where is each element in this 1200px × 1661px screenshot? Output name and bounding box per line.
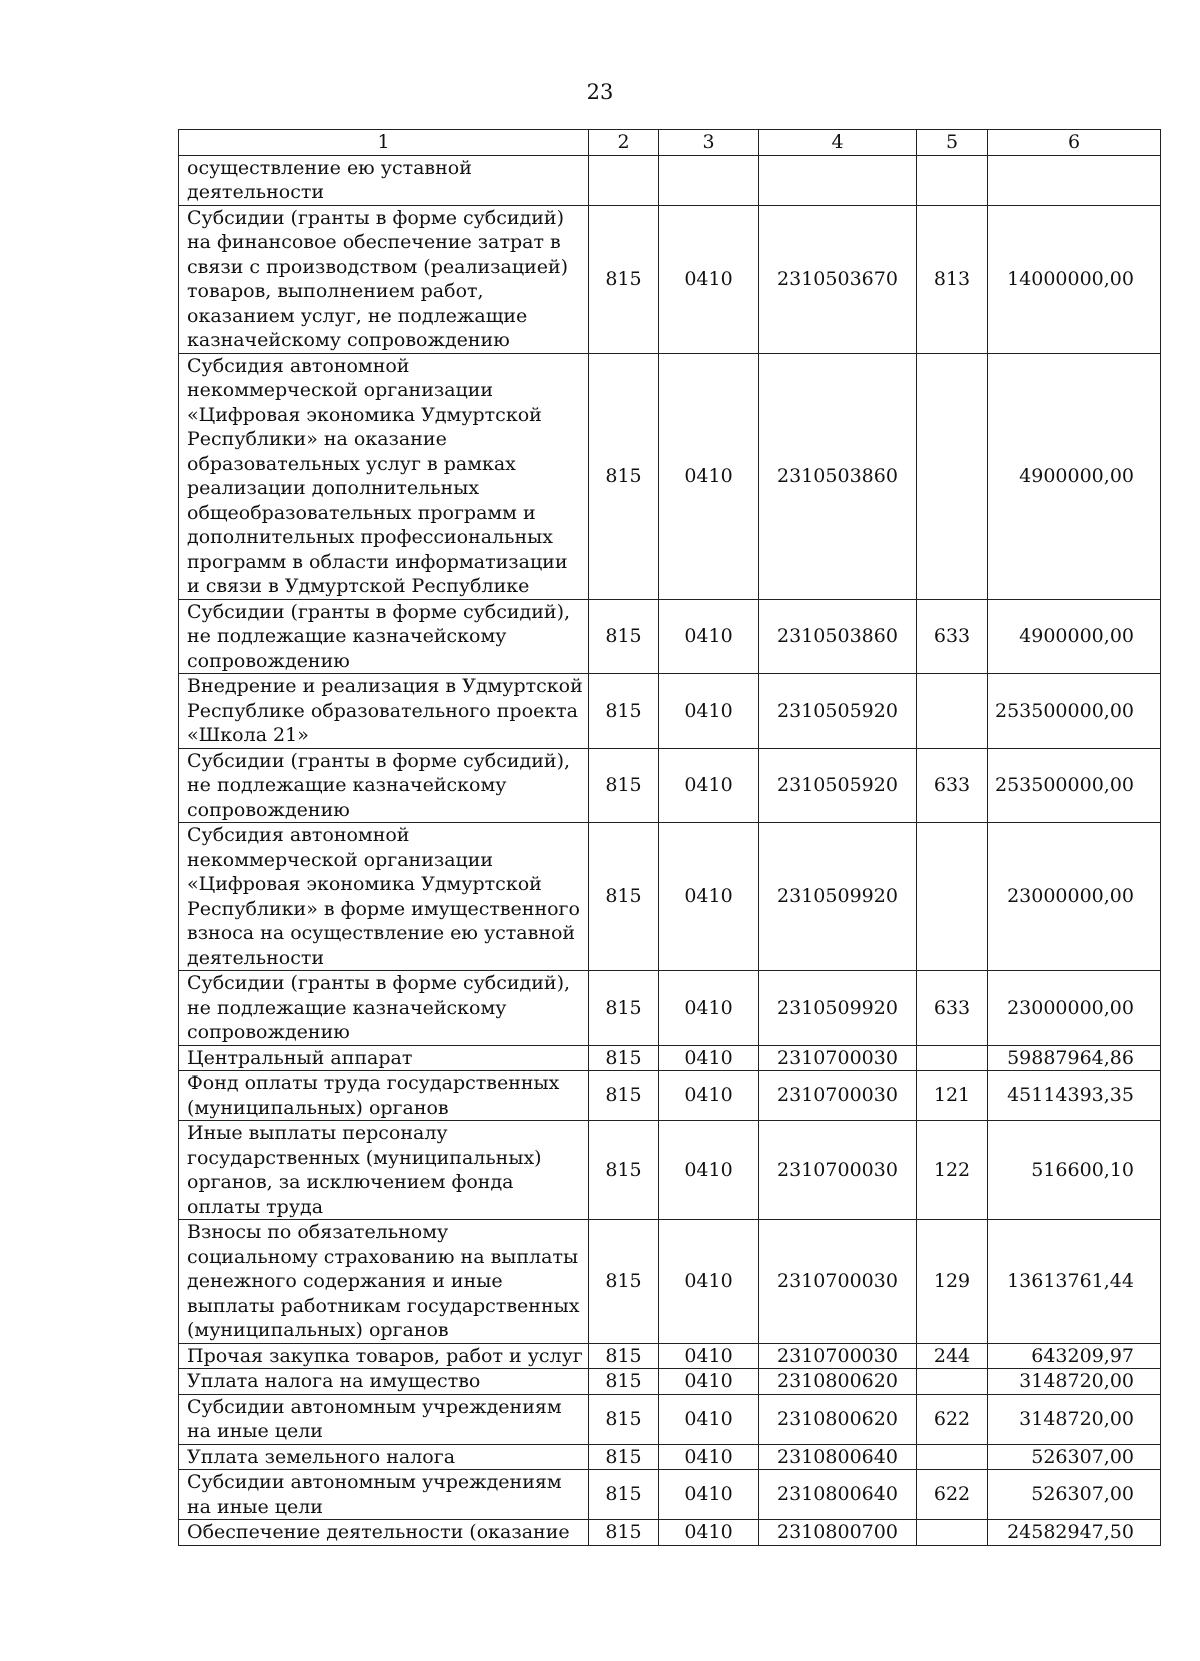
section-code: 0410 (659, 823, 759, 971)
expense-type-code: 622 (917, 1394, 988, 1444)
ministry-code: 815 (589, 353, 659, 599)
target-article-code: 2310503670 (759, 205, 917, 353)
ministry-code (589, 155, 659, 205)
amount: 14000000,00 (988, 205, 1161, 353)
target-article-code: 2310509920 (759, 823, 917, 971)
row-description: осуществление ею уставной деятельности (179, 155, 589, 205)
expense-type-code (917, 1520, 988, 1546)
expense-type-code (917, 155, 988, 205)
amount: 253500000,00 (988, 748, 1161, 823)
target-article-code (759, 155, 917, 205)
amount: 23000000,00 (988, 971, 1161, 1046)
expense-type-code: 121 (917, 1071, 988, 1121)
section-code: 0410 (659, 748, 759, 823)
ministry-code: 815 (589, 748, 659, 823)
section-code: 0410 (659, 1220, 759, 1344)
amount: 24582947,50 (988, 1520, 1161, 1546)
expense-type-code: 129 (917, 1220, 988, 1344)
section-code: 0410 (659, 1394, 759, 1444)
row-description: Уплата налога на имущество (179, 1369, 589, 1395)
row-description: Субсидии (гранты в форме субсидий), не подлежащие казначейскому сопровождению (179, 971, 589, 1046)
target-article-code: 2310700030 (759, 1220, 917, 1344)
ministry-code: 815 (589, 971, 659, 1046)
table-row (179, 823, 1161, 971)
expense-type-code (917, 1444, 988, 1470)
amount: 59887964,86 (988, 1045, 1161, 1071)
expense-type-code (917, 1045, 988, 1071)
section-code: 0410 (659, 1444, 759, 1470)
expense-type-code (917, 823, 988, 971)
row-description: Взносы по обязательному социальному страхованию на выплаты денежного содержания и иные выплаты работникам государственных (муниципальных) органов (179, 1220, 589, 1344)
section-code: 0410 (659, 1071, 759, 1121)
table-header-row (179, 130, 1161, 156)
section-code: 0410 (659, 1520, 759, 1546)
ministry-code: 815 (589, 1520, 659, 1546)
section-code: 0410 (659, 353, 759, 599)
row-description: Субсидии (гранты в форме субсидий), не подлежащие казначейскому сопровождению (179, 599, 589, 674)
amount (988, 155, 1161, 205)
expense-type-code: 633 (917, 971, 988, 1046)
ministry-code: 815 (589, 205, 659, 353)
ministry-code: 815 (589, 1220, 659, 1344)
table-row (179, 205, 1161, 353)
target-article-code: 2310700030 (759, 1343, 917, 1369)
expense-type-code (917, 353, 988, 599)
table-row (179, 353, 1161, 599)
ministry-code: 815 (589, 1121, 659, 1220)
row-description: Центральный аппарат (179, 1045, 589, 1071)
row-description: Фонд оплаты труда государственных (муниципальных) органов (179, 1071, 589, 1121)
section-code: 0410 (659, 971, 759, 1046)
table-row (179, 1343, 1161, 1369)
amount: 45114393,35 (988, 1071, 1161, 1121)
section-code: 0410 (659, 1470, 759, 1520)
section-code: 0410 (659, 599, 759, 674)
table-row (179, 971, 1161, 1046)
column-header: 2 (589, 130, 659, 156)
budget-table (178, 129, 1161, 1546)
amount: 4900000,00 (988, 599, 1161, 674)
row-description: Прочая закупка товаров, работ и услуг (179, 1343, 589, 1369)
amount: 526307,00 (988, 1444, 1161, 1470)
amount: 3148720,00 (988, 1369, 1161, 1395)
amount: 4900000,00 (988, 353, 1161, 599)
table-row (179, 748, 1161, 823)
table-row (179, 599, 1161, 674)
section-code: 0410 (659, 674, 759, 749)
amount: 516600,10 (988, 1121, 1161, 1220)
table-row (179, 674, 1161, 749)
target-article-code: 2310800620 (759, 1369, 917, 1395)
row-description: Обеспечение деятельности (оказание (179, 1520, 589, 1546)
column-header: 6 (988, 130, 1161, 156)
target-article-code: 2310800640 (759, 1444, 917, 1470)
column-header: 4 (759, 130, 917, 156)
row-description: Субсидии (гранты в форме субсидий), не подлежащие казначейскому сопровождению (179, 748, 589, 823)
row-description: Субсидии автономным учреждениям на иные цели (179, 1394, 589, 1444)
table-row (179, 1045, 1161, 1071)
target-article-code: 2310505920 (759, 674, 917, 749)
table-row (179, 1520, 1161, 1546)
section-code: 0410 (659, 1121, 759, 1220)
ministry-code: 815 (589, 1071, 659, 1121)
table-row (179, 1071, 1161, 1121)
section-code (659, 155, 759, 205)
row-description: Уплата земельного налога (179, 1444, 589, 1470)
table-row (179, 1394, 1161, 1444)
target-article-code: 2310503860 (759, 353, 917, 599)
expense-type-code: 122 (917, 1121, 988, 1220)
table-row (179, 1470, 1161, 1520)
column-header: 1 (179, 130, 589, 156)
page-number: 23 (586, 80, 614, 104)
target-article-code: 2310509920 (759, 971, 917, 1046)
target-article-code: 2310700030 (759, 1121, 917, 1220)
row-description: Субсидии автономным учреждениям на иные цели (179, 1470, 589, 1520)
expense-type-code (917, 674, 988, 749)
expense-type-code: 633 (917, 748, 988, 823)
row-description: Субсидия автономной некоммерческой организации «Цифровая экономика Удмуртской Республики» на оказание образовательных услуг в рамках реализации дополнительных общеобразовательных программ и дополнительных профессиональных программ в области информатизации и связи в Удмуртской Республике (179, 353, 589, 599)
target-article-code: 2310800700 (759, 1520, 917, 1546)
row-description: Субсидии (гранты в форме субсидий) на финансовое обеспечение затрат в связи с производством (реализацией) товаров, выполнением работ, оказанием услуг, не подлежащие казначейскому сопровождению (179, 205, 589, 353)
expense-type-code: 813 (917, 205, 988, 353)
table-row (179, 155, 1161, 205)
ministry-code: 815 (589, 1045, 659, 1071)
ministry-code: 815 (589, 1470, 659, 1520)
amount: 643209,97 (988, 1343, 1161, 1369)
ministry-code: 815 (589, 674, 659, 749)
ministry-code: 815 (589, 1343, 659, 1369)
section-code: 0410 (659, 1045, 759, 1071)
ministry-code: 815 (589, 1369, 659, 1395)
row-description: Иные выплаты персоналу государственных (муниципальных) органов, за исключением фонда оплаты труда (179, 1121, 589, 1220)
amount: 526307,00 (988, 1470, 1161, 1520)
expense-type-code: 244 (917, 1343, 988, 1369)
ministry-code: 815 (589, 599, 659, 674)
table-row (179, 1444, 1161, 1470)
table-row (179, 1121, 1161, 1220)
expense-type-code: 622 (917, 1470, 988, 1520)
target-article-code: 2310800620 (759, 1394, 917, 1444)
ministry-code: 815 (589, 1394, 659, 1444)
amount: 253500000,00 (988, 674, 1161, 749)
ministry-code: 815 (589, 1444, 659, 1470)
row-description: Субсидия автономной некоммерческой организации «Цифровая экономика Удмуртской Республики» в форме имущественного взноса на осуществление ею уставной деятельности (179, 823, 589, 971)
amount: 3148720,00 (988, 1394, 1161, 1444)
row-description: Внедрение и реализация в Удмуртской Республике образовательного проекта «Школа 21» (179, 674, 589, 749)
target-article-code: 2310700030 (759, 1071, 917, 1121)
table-row (179, 1220, 1161, 1344)
amount: 23000000,00 (988, 823, 1161, 971)
target-article-code: 2310800640 (759, 1470, 917, 1520)
ministry-code: 815 (589, 823, 659, 971)
target-article-code: 2310505920 (759, 748, 917, 823)
column-header: 5 (917, 130, 988, 156)
table-row (179, 1369, 1161, 1395)
expense-type-code: 633 (917, 599, 988, 674)
target-article-code: 2310503860 (759, 599, 917, 674)
section-code: 0410 (659, 205, 759, 353)
section-code: 0410 (659, 1369, 759, 1395)
expense-type-code (917, 1369, 988, 1395)
column-header: 3 (659, 130, 759, 156)
section-code: 0410 (659, 1343, 759, 1369)
amount: 13613761,44 (988, 1220, 1161, 1344)
target-article-code: 2310700030 (759, 1045, 917, 1071)
